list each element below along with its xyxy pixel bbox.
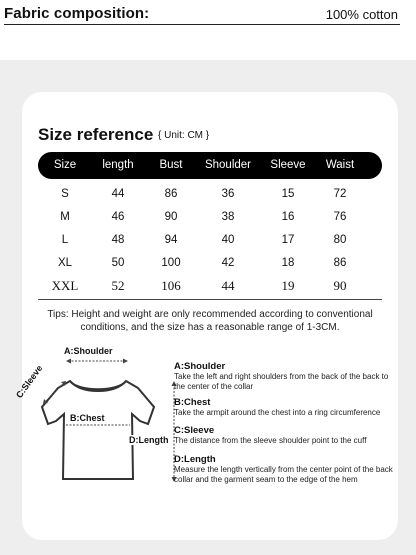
cell-length: 50	[111, 257, 125, 269]
cell-length: 44	[111, 188, 125, 200]
length-description	[174, 454, 398, 485]
sleeve-description	[174, 425, 398, 446]
tips-text: Tips: Height and weight are only recommended according to conventional conditions, and the size has a reasonable range of 1-3CM.	[47, 309, 373, 333]
tshirt-diagram	[14, 342, 182, 502]
cell-shoulder: 42	[221, 257, 235, 269]
fabric-composition-bar	[0, 0, 416, 60]
divider	[4, 24, 400, 25]
cell-waist: 72	[333, 188, 347, 200]
cell-sleeve: 15	[281, 188, 295, 200]
cell-shoulder: 38	[221, 211, 235, 223]
cell-bust: 106	[161, 278, 181, 293]
table-row	[38, 207, 382, 229]
header-size: Size	[53, 159, 77, 171]
desc-text: The distance from the sleeve shoulder point to the cuff	[174, 436, 367, 445]
cell-size: M	[60, 211, 70, 223]
header-length: length	[102, 159, 134, 171]
cell-shoulder: 40	[221, 234, 235, 246]
desc-text: Take the left and right shoulders from the back of the back to the center of the collar	[174, 372, 389, 391]
table-bottom-rule	[38, 299, 382, 300]
table-row	[38, 253, 382, 275]
cell-waist: 90	[333, 278, 347, 293]
cell-bust: 90	[164, 211, 178, 223]
desc-heading: C:Sleeve	[174, 425, 215, 436]
cell-sleeve: 16	[281, 211, 295, 223]
cell-bust: 100	[161, 257, 181, 269]
cell-waist: 80	[333, 234, 347, 246]
desc-heading: D:Length	[174, 454, 216, 465]
cell-size: XXL	[51, 278, 79, 293]
chest-description	[174, 397, 398, 418]
cell-length: 52	[111, 278, 125, 293]
chest-label: B:Chest	[70, 413, 105, 423]
cell-sleeve: 19	[281, 278, 295, 293]
sleeve-label: C:Sleeve	[14, 363, 45, 400]
cell-size: S	[61, 188, 69, 200]
cell-sleeve: 17	[281, 234, 295, 246]
cell-waist: 86	[333, 257, 347, 269]
shoulder-label: A:Shoulder	[64, 346, 113, 356]
shoulder-description	[174, 361, 398, 392]
header-sleeve: Sleeve	[270, 159, 306, 171]
header-shoulder: Shoulder	[204, 159, 252, 171]
desc-text: Take the armpit around the chest into a ring circumference	[174, 408, 381, 417]
desc-heading: A:Shoulder	[174, 361, 226, 372]
cell-size: L	[61, 234, 69, 246]
unit-label: { Unit: CM }	[158, 130, 210, 141]
cell-shoulder: 36	[221, 188, 235, 200]
cell-sleeve: 18	[281, 257, 295, 269]
cell-length: 48	[111, 234, 125, 246]
header-waist: Waist	[325, 159, 355, 171]
size-reference-title: Size reference	[38, 125, 154, 144]
table-row	[38, 184, 382, 206]
table-row	[38, 230, 382, 252]
cell-waist: 76	[333, 211, 347, 223]
table-header	[38, 152, 382, 179]
desc-text: Measure the length vertically from the center point of the back collar and the garment seam to the edge of the hem	[174, 465, 393, 484]
header-bust: Bust	[159, 159, 183, 171]
cell-length: 46	[111, 211, 125, 223]
length-label: D:Length	[129, 435, 169, 445]
fabric-title: Fabric composition:	[4, 5, 150, 22]
size-chart-card	[14, 92, 398, 540]
cell-bust: 94	[164, 234, 178, 246]
fabric-value: 100% cotton	[325, 7, 398, 22]
desc-heading: B:Chest	[174, 397, 211, 408]
cell-size: XL	[57, 257, 73, 269]
cell-shoulder: 44	[221, 278, 235, 293]
cell-bust: 86	[164, 188, 178, 200]
table-row	[38, 276, 382, 298]
